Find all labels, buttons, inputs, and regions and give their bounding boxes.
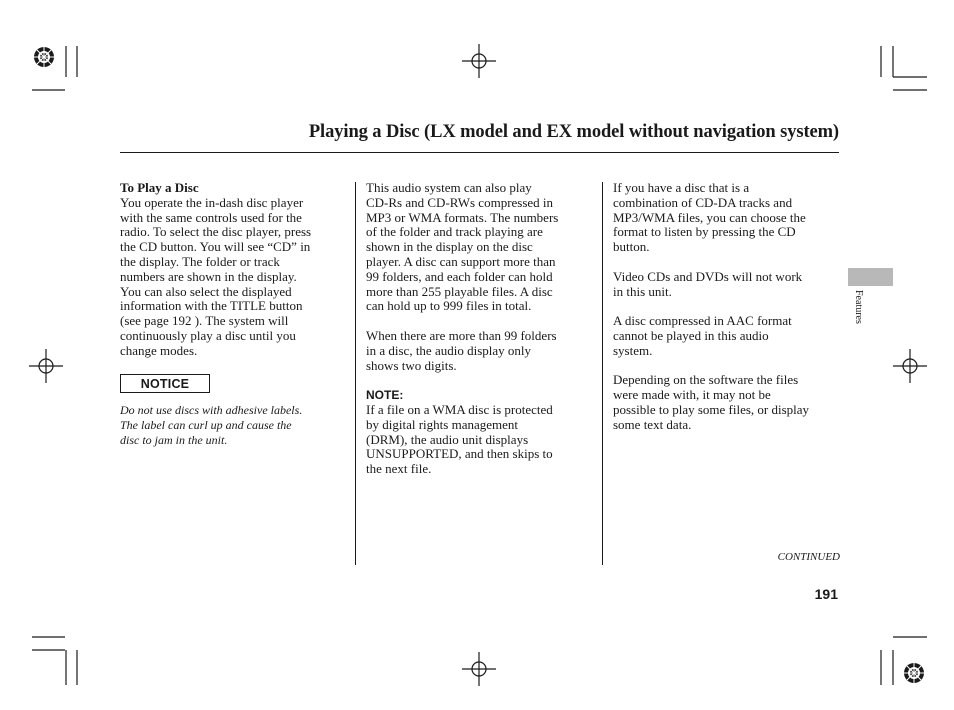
notice-box: NOTICE bbox=[120, 374, 210, 393]
text-line: This audio system can also play bbox=[366, 180, 532, 195]
column-divider bbox=[602, 182, 603, 565]
text-line: continuously play a disc until you bbox=[120, 327, 296, 343]
text-line: in this unit. bbox=[613, 283, 672, 299]
column-divider bbox=[355, 182, 356, 565]
page-title: Playing a Disc (LX model and EX model without navigation system) bbox=[308, 122, 839, 142]
text-line: shows two digits. bbox=[366, 357, 457, 373]
text-line: radio. To select the disc player, press bbox=[120, 224, 312, 240]
text-line: You operate the in-dash disc player bbox=[120, 194, 304, 210]
text-line: the next file. bbox=[366, 461, 432, 477]
column-3 bbox=[613, 181, 843, 433]
text-line: If you have a disc that is a bbox=[613, 180, 750, 195]
side-tab-label: Features bbox=[853, 290, 864, 324]
text-line: If a file on a WMA disc is protected bbox=[366, 401, 553, 417]
text-line: CD-Rs and CD-RWs compressed in bbox=[366, 194, 554, 210]
text-line: A disc compressed in AAC format bbox=[613, 313, 792, 329]
text-line: UNSUPPORTED, and then skips to bbox=[366, 446, 553, 462]
note-label: NOTE: bbox=[366, 388, 404, 403]
text-line: Do not use discs with adhesive labels. bbox=[120, 403, 303, 417]
text-line: shown in the display on the disc bbox=[366, 239, 533, 255]
section-tab bbox=[848, 268, 893, 286]
column-1 bbox=[120, 181, 350, 359]
text-line: in a disc, the audio display only bbox=[366, 342, 532, 358]
text-line: numbers are shown in the display. bbox=[120, 268, 297, 284]
section-heading: To Play a Disc bbox=[120, 180, 199, 195]
text-line: Depending on the software the files bbox=[613, 372, 799, 388]
text-line: disc to jam in the unit. bbox=[120, 432, 228, 447]
text-line: with the same controls used for the bbox=[120, 209, 302, 225]
text-line: can hold up to 999 files in total. bbox=[366, 298, 532, 314]
text-line: possible to play some files, or display bbox=[613, 401, 810, 417]
text-line: player. A disc can support more than bbox=[366, 253, 556, 269]
text-line: format to listen by pressing the CD bbox=[613, 224, 796, 240]
text-line: some text data. bbox=[613, 416, 692, 432]
text-line: cannot be played in this audio bbox=[613, 327, 769, 343]
text-line: (DRM), the audio unit displays bbox=[366, 431, 529, 447]
text-line: MP3/WMA files, you can choose the bbox=[613, 209, 806, 225]
column-2 bbox=[366, 181, 598, 477]
text-line: MP3 or WMA formats. The numbers bbox=[366, 209, 559, 225]
text-line: button. bbox=[613, 239, 650, 255]
text-line: (see page 192 ). The system will bbox=[120, 313, 289, 329]
text-line: more than 255 playable files. A disc bbox=[366, 283, 553, 299]
text-line: 99 folders, and each folder can hold bbox=[366, 268, 553, 284]
text-line: the display. The folder or track bbox=[120, 253, 280, 269]
text-line: change modes. bbox=[120, 342, 198, 358]
text-line: When there are more than 99 folders bbox=[366, 327, 557, 343]
continued-label: CONTINUED bbox=[777, 551, 840, 563]
page-number: 191 bbox=[814, 586, 838, 602]
registration-mark-icon bbox=[904, 663, 924, 683]
text-line: The label can curl up and cause the bbox=[120, 417, 292, 432]
registration-mark-icon bbox=[34, 47, 54, 67]
text-line: of the folder and track playing are bbox=[366, 224, 543, 240]
text-line: Video CDs and DVDs will not work bbox=[613, 268, 803, 284]
text-line: combination of CD-DA tracks and bbox=[613, 194, 793, 210]
text-line: were made with, it may not be bbox=[613, 387, 771, 403]
notice-text bbox=[120, 403, 350, 447]
text-line: You can also select the displayed bbox=[120, 283, 292, 299]
text-line: system. bbox=[613, 342, 653, 358]
text-line: information with the TITLE button bbox=[120, 298, 303, 314]
title-rule bbox=[120, 152, 839, 153]
text-line: the CD button. You will see “CD” in bbox=[120, 239, 311, 255]
text-line: by digital rights management bbox=[366, 416, 518, 432]
